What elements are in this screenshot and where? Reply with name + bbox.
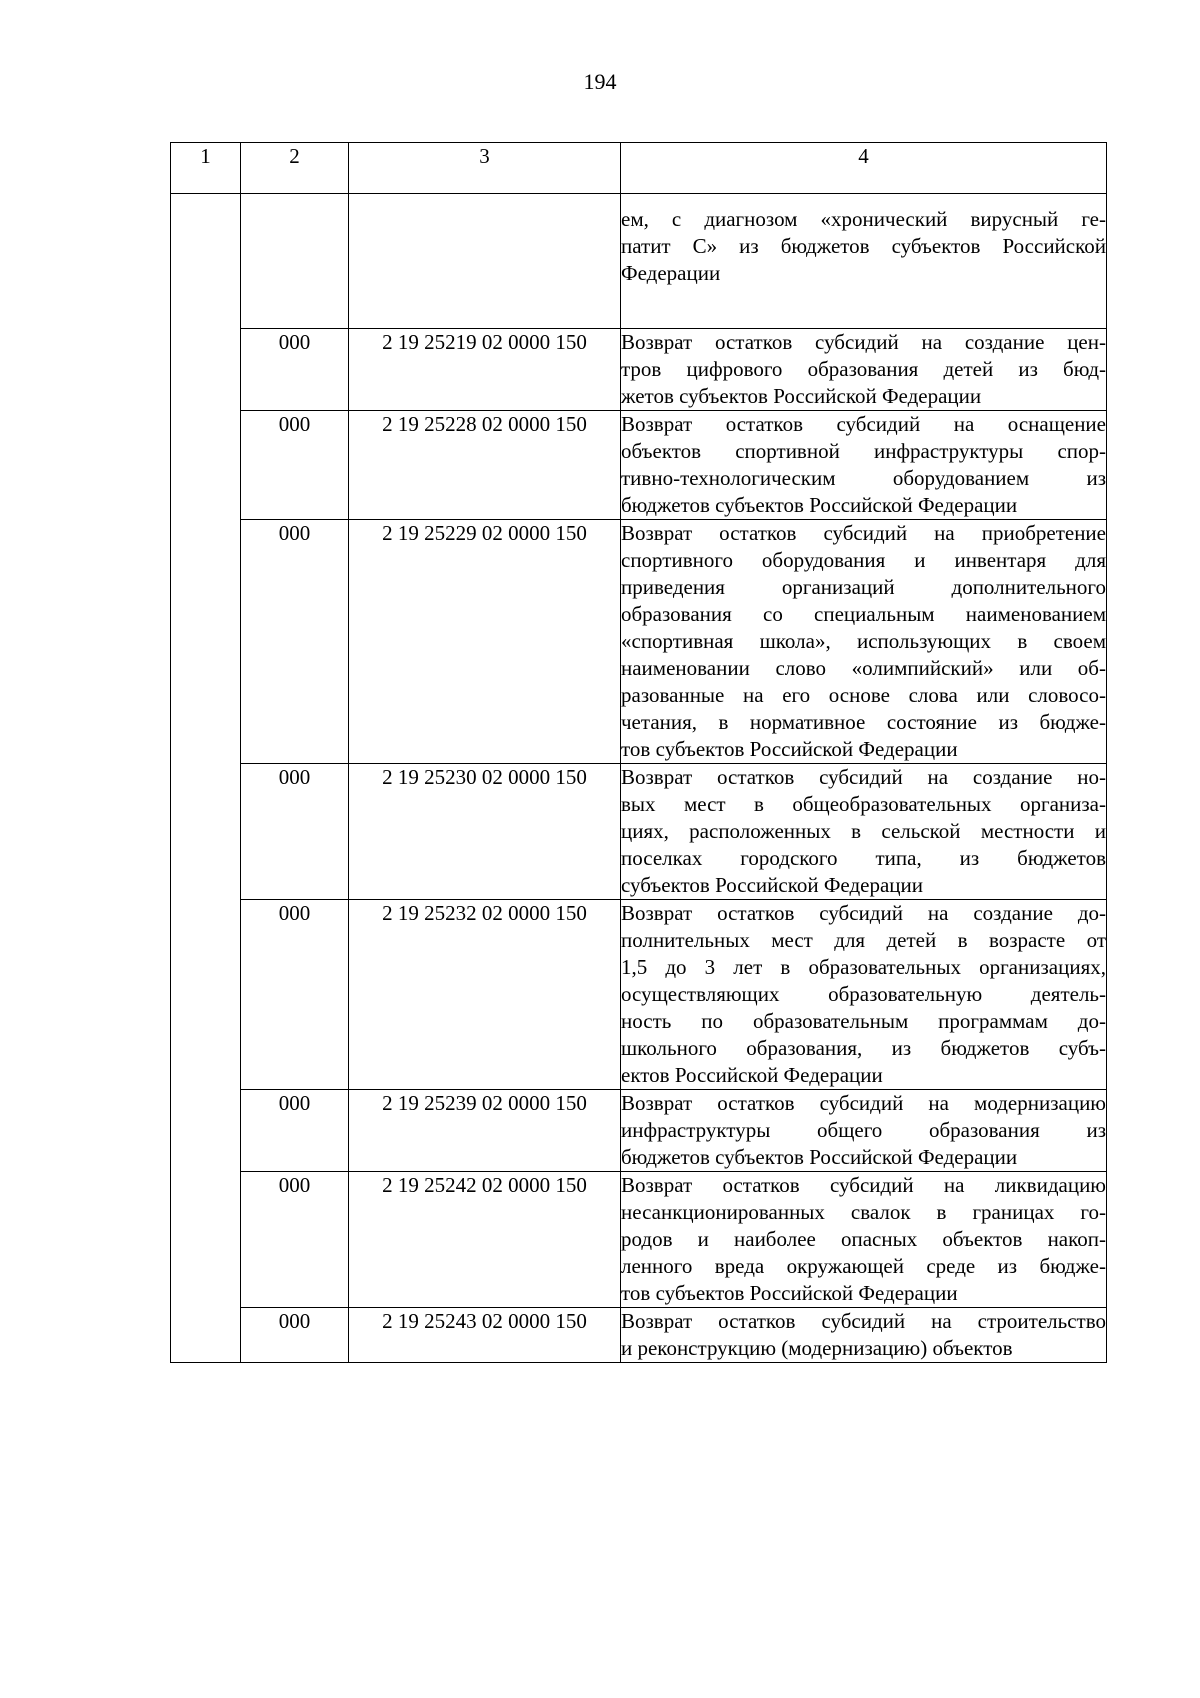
description-line: и реконструкцию (модернизацию) объектов bbox=[621, 1336, 1013, 1360]
admin-code-cell: 000 bbox=[241, 329, 349, 411]
description-cell bbox=[621, 1172, 1107, 1308]
description-line: Возврат остатков субсидий на оснащение bbox=[621, 412, 1106, 436]
description-cell bbox=[621, 329, 1107, 411]
budget-code-cell: 2 19 25243 02 0000 150 bbox=[349, 1308, 621, 1363]
description-line: Федерации bbox=[621, 261, 721, 285]
description-line: полнительных мест для детей в возрасте от bbox=[621, 928, 1106, 952]
description-line: ность по образовательным программам до- bbox=[621, 1009, 1106, 1033]
admin-code-cell: 000 bbox=[241, 1090, 349, 1172]
description-line: разованные на его основе слова или словосо- bbox=[621, 683, 1106, 707]
description-line: Возврат остатков субсидий на создание но- bbox=[621, 765, 1106, 789]
admin-code-cell: 000 bbox=[241, 764, 349, 900]
description-line: школьного образования, из бюджетов субъ- bbox=[621, 1036, 1106, 1060]
page-number: 194 bbox=[583, 69, 617, 94]
column-header-2: 2 bbox=[241, 143, 349, 194]
admin-code-cell: 000 bbox=[241, 520, 349, 764]
column-1-cell bbox=[171, 194, 241, 1363]
table-row bbox=[171, 520, 1107, 764]
description-line: Возврат остатков субсидий на создание цен- bbox=[621, 330, 1106, 354]
description-cell bbox=[621, 1090, 1107, 1172]
table-row bbox=[171, 194, 1107, 329]
table-row bbox=[171, 1090, 1107, 1172]
description-line: Возврат остатков субсидий на создание до- bbox=[621, 901, 1106, 925]
budget-code-cell: 2 19 25230 02 0000 150 bbox=[349, 764, 621, 900]
description-line: тров цифрового образования детей из бюд- bbox=[621, 357, 1106, 381]
admin-code-cell bbox=[241, 194, 349, 329]
description-line: приведения организаций дополнительного bbox=[621, 575, 1106, 599]
description-line: тов субъектов Российской Федерации bbox=[621, 1281, 958, 1305]
description-line: Возврат остатков субсидий на приобретение bbox=[621, 521, 1106, 545]
budget-code-cell: 2 19 25219 02 0000 150 bbox=[349, 329, 621, 411]
description-cell bbox=[621, 900, 1107, 1090]
budget-code-cell: 2 19 25239 02 0000 150 bbox=[349, 1090, 621, 1172]
description-line: Возврат остатков субсидий на строительство bbox=[621, 1309, 1106, 1333]
description-line: циях, расположенных в сельской местности и bbox=[621, 819, 1106, 843]
description-cell bbox=[621, 520, 1107, 764]
description-line: инфраструктуры общего образования из bbox=[621, 1118, 1106, 1142]
table-row bbox=[171, 411, 1107, 520]
admin-code-cell: 000 bbox=[241, 411, 349, 520]
description-line: родов и наиболее опасных объектов накоп- bbox=[621, 1227, 1106, 1251]
budget-code-cell bbox=[349, 194, 621, 329]
description-line: ем, с диагнозом «хронический вирусный ге- bbox=[621, 207, 1106, 231]
budget-classification-table bbox=[170, 142, 1107, 1363]
description-line: ектов Российской Федерации bbox=[621, 1063, 883, 1087]
description-line: субъектов Российской Федерации bbox=[621, 873, 924, 897]
description-line: четания, в нормативное состояние из бюдже- bbox=[621, 710, 1106, 734]
description-line: осуществляющих образовательную деятель- bbox=[621, 982, 1106, 1006]
column-header-3: 3 bbox=[349, 143, 621, 194]
table-row bbox=[171, 1308, 1107, 1363]
admin-code-cell: 000 bbox=[241, 1308, 349, 1363]
description-line: тов субъектов Российской Федерации bbox=[621, 737, 958, 761]
table-header-row bbox=[171, 143, 1107, 194]
column-header-4: 4 bbox=[621, 143, 1107, 194]
description-line: Возврат остатков субсидий на модернизацию bbox=[621, 1091, 1106, 1115]
admin-code-cell: 000 bbox=[241, 1172, 349, 1308]
column-header-1: 1 bbox=[171, 143, 241, 194]
table-row bbox=[171, 900, 1107, 1090]
description-line: наименовании слово «олимпийский» или об- bbox=[621, 656, 1106, 680]
description-line: поселках городского типа, из бюджетов bbox=[621, 846, 1106, 870]
description-cell bbox=[621, 1308, 1107, 1363]
description-line: жетов субъектов Российской Федерации bbox=[621, 384, 982, 408]
description-line: 1,5 до 3 лет в образовательных организациях, bbox=[621, 955, 1106, 979]
description-line: бюджетов субъектов Российской Федерации bbox=[621, 493, 1018, 517]
description-line: спортивного оборудования и инвентаря для bbox=[621, 548, 1106, 572]
budget-code-cell: 2 19 25229 02 0000 150 bbox=[349, 520, 621, 764]
table-row bbox=[171, 764, 1107, 900]
description-line: несанкционированных свалок в границах го- bbox=[621, 1200, 1106, 1224]
description-line: ленного вреда окружающей среде из бюдже- bbox=[621, 1254, 1106, 1278]
description-cell bbox=[621, 194, 1107, 329]
description-line: бюджетов субъектов Российской Федерации bbox=[621, 1145, 1018, 1169]
table-row bbox=[171, 329, 1107, 411]
description-line: Возврат остатков субсидий на ликвидацию bbox=[621, 1173, 1106, 1197]
budget-code-cell: 2 19 25228 02 0000 150 bbox=[349, 411, 621, 520]
admin-code-cell: 000 bbox=[241, 900, 349, 1090]
table-body bbox=[171, 194, 1107, 1363]
budget-code-cell: 2 19 25242 02 0000 150 bbox=[349, 1172, 621, 1308]
description-line: объектов спортивной инфраструктуры спор- bbox=[621, 439, 1106, 463]
table-row bbox=[171, 1172, 1107, 1308]
description-cell bbox=[621, 411, 1107, 520]
description-cell bbox=[621, 764, 1107, 900]
description-line: патит С» из бюджетов субъектов Российской bbox=[621, 234, 1106, 258]
budget-code-cell: 2 19 25232 02 0000 150 bbox=[349, 900, 621, 1090]
description-line: тивно-технологическим оборудованием из bbox=[621, 466, 1106, 490]
description-line: образования со специальным наименованием bbox=[621, 602, 1106, 626]
description-line: «спортивная школа», использующих в своем bbox=[621, 629, 1106, 653]
description-line: вых мест в общеобразовательных организа- bbox=[621, 792, 1106, 816]
